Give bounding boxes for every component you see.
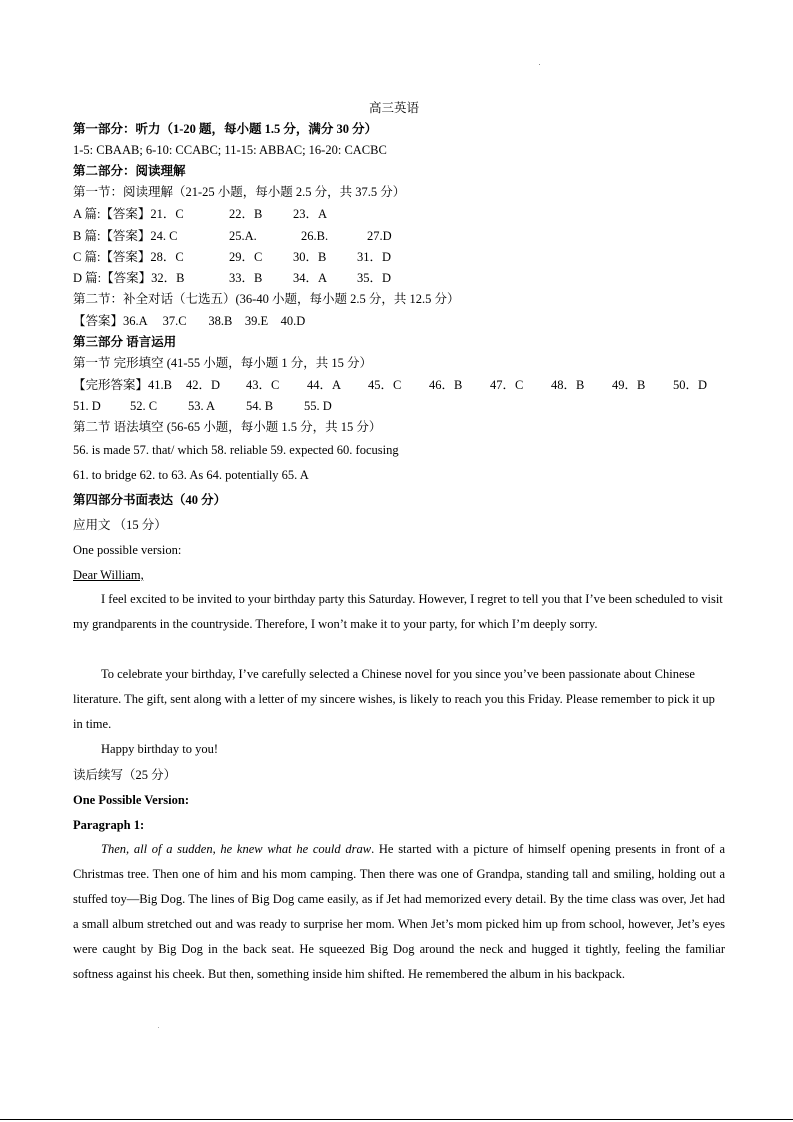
cloze-item: 46．B	[429, 378, 463, 392]
scan-dot	[158, 1027, 159, 1028]
cloze-item: 44．A	[307, 378, 342, 392]
answer-item: 29．C	[229, 250, 263, 264]
part2-sec2-answers: 【答案】36.A 37.C 38.B 39.E 40.D	[73, 314, 306, 328]
paragraph-1-label: Paragraph 1:	[73, 818, 145, 832]
answer-item: 26.B.	[301, 229, 329, 243]
possible-version-label: One possible version:	[73, 543, 182, 557]
cloze-item: 53. A	[188, 399, 216, 413]
answer-item: 22．B	[229, 207, 263, 221]
story-opening-sentence: Then, all of a sudden, he knew what he could draw	[101, 842, 372, 856]
cloze-item: 51. D	[73, 399, 101, 413]
part3-sec2-heading: 第二节 语法填空 (56-65 小题，每小题 1.5 分，共 15 分）	[73, 420, 382, 434]
part1-heading: 第一部分：听力（1-20 题，每小题 1.5 分，满分 30 分）	[73, 122, 378, 136]
scan-dot	[539, 64, 540, 65]
story-paragraph-1	[73, 837, 725, 987]
answer-item: 35．D	[357, 271, 392, 285]
cloze-item: 54. B	[246, 399, 274, 413]
cloze-item: 【完形答案】41.B	[73, 378, 172, 392]
answer-item: 30．B	[293, 250, 327, 264]
answer-row-label: C 篇:【答案】28．C	[73, 250, 184, 264]
answer-item: 31．D	[357, 250, 392, 264]
letter-paragraph-1: I feel excited to be invited to your birthday party this Saturday. However, I regret to tell you that I’ve been scheduled to visit my grandparents in the countryside. Therefore, I won’t make it to your party, for which I’m deeply sorry.	[73, 592, 723, 631]
grammar-answers-1: 56. is made 57. that/ which 58. reliable 59. expected 60. focusing	[73, 443, 399, 457]
cloze-item: 55. D	[304, 399, 332, 413]
part4-heading: 第四部分书面表达（40 分）	[73, 493, 227, 507]
part2-sec2-heading: 第二节：补全对话（七选五）(36-40 小题，每小题 2.5 分，共 12.5 分）	[73, 292, 460, 306]
cloze-item: 47．C	[490, 378, 524, 392]
cloze-item: 50．D	[673, 378, 708, 392]
continuation-writing-label: 读后续写（25 分）	[73, 768, 177, 782]
cloze-item: 45．C	[368, 378, 402, 392]
cloze-item: 48．B	[551, 378, 585, 392]
story-continuation: . He started with a picture of himself opening presents in front of a Christmas tree. Then one of him and his mom camping. Then there was one of Grandpa, standing tall and smiling, holding out a stuffed toy—Big Dog. The lines of Big Dog came easily, as if Jet had memorized every detail. By the time class was over, Jet had a small album stretched out and was ready to surprise her mom. When Jet’s mom picked him up from school, however, Jet’s eyes were caught by Big Dog in the back seat. He squeezed Big Dog around the neck and hugged it tightly, feeling the familiar softness against his cheek. But then, something inside him shifted. He remembered the album in his backpack.	[73, 842, 725, 981]
answer-item: 23．A	[293, 207, 328, 221]
cloze-row-1	[73, 377, 707, 393]
answer-item: 25.A.	[229, 229, 257, 243]
cloze-item: 43．C	[246, 378, 280, 392]
answer-row-label: D 篇:【答案】32．B	[73, 271, 185, 285]
part3-sec1-heading: 第一节 完形填空 (41-55 小题，每小题 1 分，共 15 分）	[73, 356, 372, 370]
answer-row-label: B 篇:【答案】24. C	[73, 229, 178, 243]
continuation-possible-label: One Possible Version:	[73, 793, 189, 807]
page-bottom-rule	[0, 1119, 793, 1120]
part1-answers: 1-5: CBAAB; 6-10: CCABC; 11-15: ABBAC; 16-20: CACBC	[73, 143, 387, 157]
answer-row-b	[73, 228, 392, 244]
cloze-item: 42．D	[186, 378, 221, 392]
answer-row-d	[73, 270, 391, 286]
cloze-item: 52. C	[130, 399, 158, 413]
answer-item: 34．A	[293, 271, 328, 285]
page-title: 高三英语	[369, 101, 420, 115]
part3-heading: 第三部分 语言运用	[73, 335, 177, 349]
cloze-row-2	[73, 398, 332, 414]
cloze-item: 49．B	[612, 378, 646, 392]
answer-row-label: A 篇:【答案】21．C	[73, 207, 184, 221]
grammar-answers-2: 61. to bridge 62. to 63. As 64. potentially 65. A	[73, 468, 309, 482]
part2-heading: 第二部分：阅读理解	[73, 164, 186, 178]
answer-row-c	[73, 249, 391, 265]
letter-paragraph-2: To celebrate your birthday, I’ve carefully selected a Chinese novel for you since you’ve been passionate about Chinese literature. The gift, sent along with a letter of my sincere wishes, is likely to reach you this Friday. Please remember to pick it up in time.	[73, 667, 715, 731]
part2-sec1-heading: 第一节：阅读理解（21-25 小题，每小题 2.5 分，共 37.5 分）	[73, 185, 406, 199]
letter-paragraph-3: Happy birthday to you!	[101, 742, 218, 756]
answer-item: 33．B	[229, 271, 263, 285]
answer-item: 27.D	[367, 229, 392, 243]
app-writing-label: 应用文 （15 分）	[73, 518, 167, 532]
letter-greeting: Dear William,	[73, 568, 144, 582]
answer-row-a	[73, 206, 327, 222]
